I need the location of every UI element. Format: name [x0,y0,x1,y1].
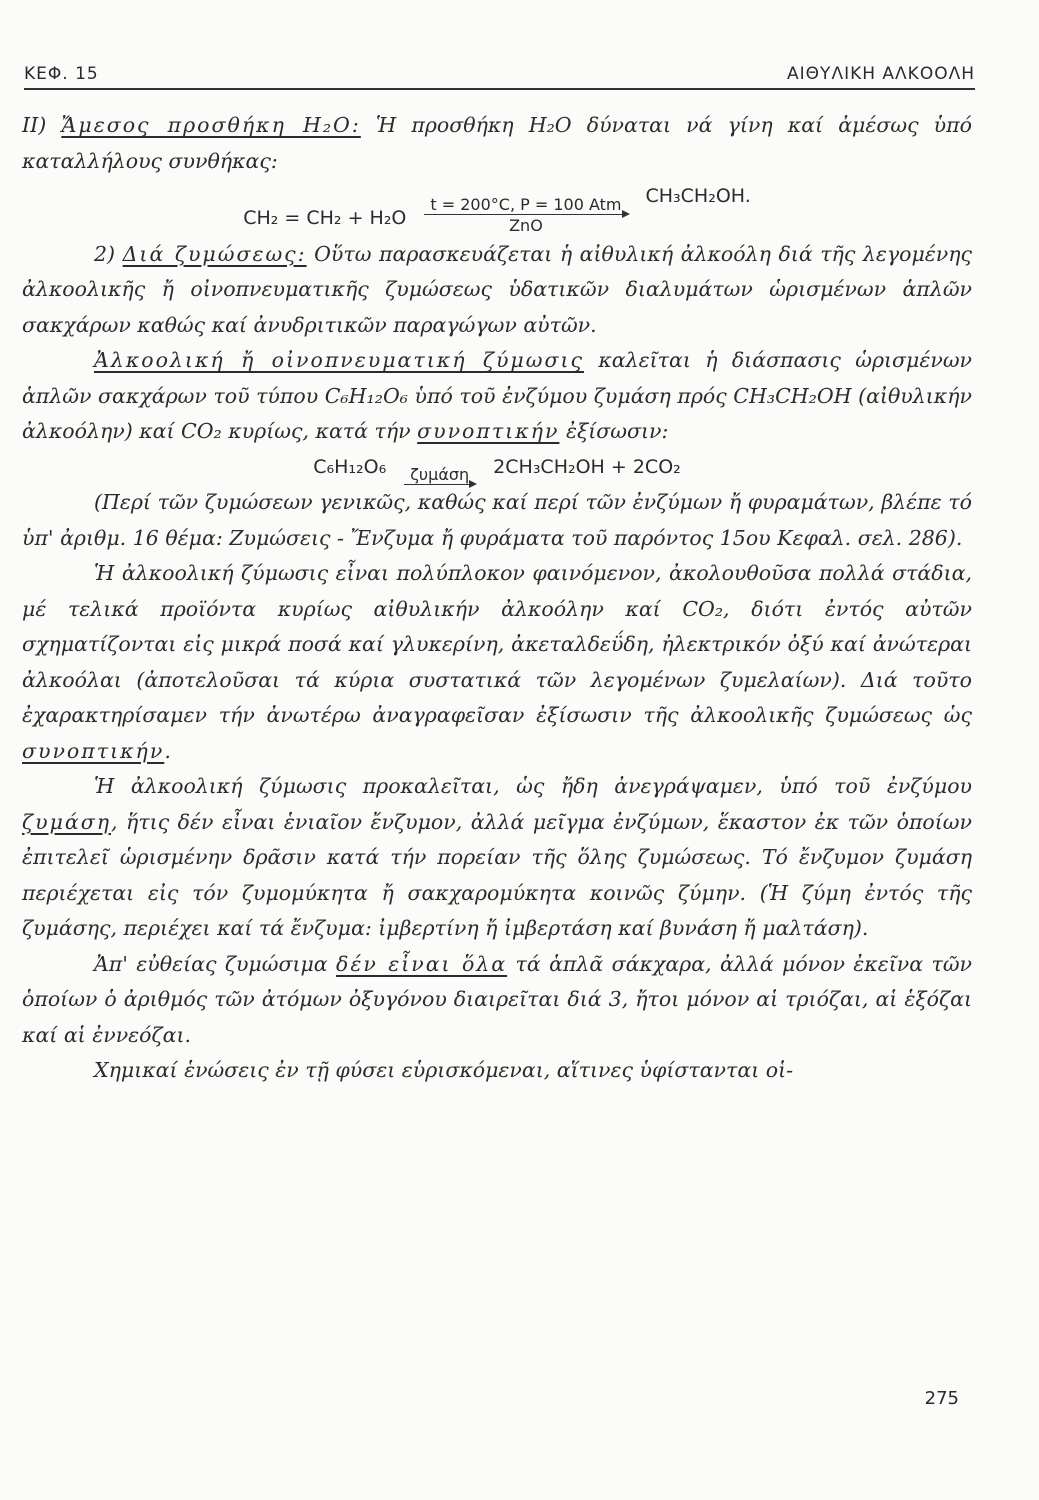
zymase-text-2: , ἥτις δέν εἶναι ἑνιαῖον ἔνζυμον, ἀλλά μεῖγμα ἐνζύμων, ἕκαστον ἐκ τῶν ὁποίων ἐπιτελεῖ ὡρισμένην δρᾶσιν κατά τήν πορείαν τῆς ὅλης ζυμώσεως. Τό ἔνζυμον ζυμάση περιέχεται εἰς τόν ζυμομύκητα ἤ σακχαρομύκητα κοινῶς ζύμην. (Ἡ ζύμη ἐντός τῆς ζυμάσης, περιέχει καί τά ἔνζυμα: ἰμβερτίνη ἤ ἰμβερτάση καί βυνάση ἤ μαλτάση). [22,809,972,940]
definition-text-2: ἐξίσωσιν: [559,419,669,443]
zymase-text-1: Ἡ ἀλκοολική ζύμωσις προκαλεῖται, ὡς ἤδη ἀνεγράψαμεν, ὑπό τοῦ ἐνζύμου [94,774,972,798]
page-header [24,62,975,90]
equation2-left: C₆H₁₂O₆ [313,455,387,478]
equation1-conditions: t = 200°C, P = 100 Atm [430,194,622,214]
section-2-title: Διά ζυμώσεως: [122,241,307,266]
equation1-catalyst: ZnO [509,215,543,235]
page-number: 275 [924,1388,959,1409]
definition-term-2: συνοπτικήν [417,419,560,443]
complex-paragraph [22,556,972,769]
fermentable-text-1: Ἀπ' εὐθείας ζυμώσιμα [94,951,337,976]
equation1-right: CH₃CH₂OH. [645,185,751,207]
section-ii-paragraph [22,108,972,179]
last-paragraph: Χημικαί ἑνώσεις ἐν τῇ φύσει εὑρισκόμεναι, αἵτινες ὑφίστανται οἱ- [94,1058,794,1082]
section-ii-text: Ἡ προσθήκη H₂O δύναται νά γίνη καί ἀμέσως ὑπό καταλλήλους συνθήκας: [22,113,972,173]
definition-term: Ἀλκοολική ἤ οἰνοπνευματική ζύμωσις [94,348,584,372]
fermentable-text-2: τά ἁπλᾶ σάκχαρα, ἀλλά μόνον ἐκεῖνα τῶν ὁποίων ὁ ἀριθμός τῶν ἀτόμων ὀξυγόνου διαιρεῖται διά 3, ἤτοι μόνον αἱ τριόζαι, αἱ ἑξόζαι καί αἱ ἐννεόζαι. [22,951,972,1047]
section-2-prefix: 2) [94,241,116,266]
reaction-arrow-icon [424,214,627,215]
fermentable-term: δέν εἶναι ὅλα [336,951,508,976]
reference-paragraph: (Περί τῶν ζυμώσεων γενικῶς, καθώς καί περί τῶν ἐνζύμων ἤ φυραμάτων, βλέπε τό ὑπ' ἀριθμ. 16 θέμα: Ζυμώσεις - Ἔνζυμα ἤ φυράματα τοῦ παρόντος 15ου Κεφαλ. σελ. 286). [22,490,972,550]
definition-paragraph [22,343,972,450]
body-text [22,108,972,1089]
zymase-paragraph [22,769,972,947]
chapter-label: ΚΕΦ. 15 [24,64,99,84]
equation1-arrow [424,196,627,237]
equation2-right: 2CH₃CH₂OH + 2CO₂ [493,455,681,478]
zymase-term: ζυμάση [22,809,112,834]
section-ii-title: Ἄμεσος προσθήκη H₂O: [61,113,361,137]
equation2-enzyme: ζυμάση [410,465,470,484]
chapter-title: ΑΙΘΥΛΙΚΗ ΑΛΚΟΟΛΗ [787,64,975,84]
equation1-left: CH₂ = CH₂ + H₂O [243,207,407,229]
definition-text-1: καλεῖται ἡ διάσπασις ὡρισμένων ἁπλῶν σακχάρων τοῦ τύπου C₆H₁₂O₆ ὑπό τοῦ ἐνζύμου ζυμάση πρός CH₃CH₂OH (αἰθυλικήν ἀλκοόλην) καί CO₂ κυρίως, κατά τήν [22,348,972,443]
equation-fermentation [22,450,972,486]
section-2-paragraph [22,237,972,344]
section-ii-prefix: II) [22,113,47,137]
equation-hydration [22,179,972,237]
complex-text-1: Ἡ ἀλκοολική ζύμωσις εἶναι πολύπλοκον φαινόμενον, ἀκολουθοῦσα πολλά στάδια, μέ τελικά προϊόντα κυρίως αἰθυλικήν ἀλκοόλην καί CO₂, διότι ἐντός αὐτῶν σχηματίζονται εἰς μικρά ποσά καί γλυκερίνη, ἀκεταλδεΰδη, ἠλεκτρικόν ὀξύ καί ἀνώτεραι ἀλκοόλαι (ἀποτελοῦσαι τά κύρια συστατικά τῶν λεγομένων ζυμελαίων). Διά τοῦτο ἐχαρακτηρίσαμεν τήν ἀνωτέρω ἀναγραφεῖσαν ἐξίσωσιν τῆς ἀλκοολικῆς ζυμώσεως ὡς [22,561,972,727]
complex-text-2: . [164,738,171,763]
section-2-text: Οὕτω παρασκευάζεται ἡ αἰθυλική ἀλκοόλη διά τῆς λεγομένης ἀλκοολικῆς ἤ οἰνοπνευματικῆς ζυμώσεως ὑδατικῶν διαλυμάτων ὡρισμένων ἁπλῶν σακχάρων καθώς καί ἀνυδριτικῶν παραγώγων αὐτῶν. [22,241,972,337]
fermentable-paragraph [22,947,972,1054]
reaction-arrow-icon [404,484,475,485]
complex-term: συνοπτικήν [22,738,165,763]
equation2-arrow [404,466,475,485]
